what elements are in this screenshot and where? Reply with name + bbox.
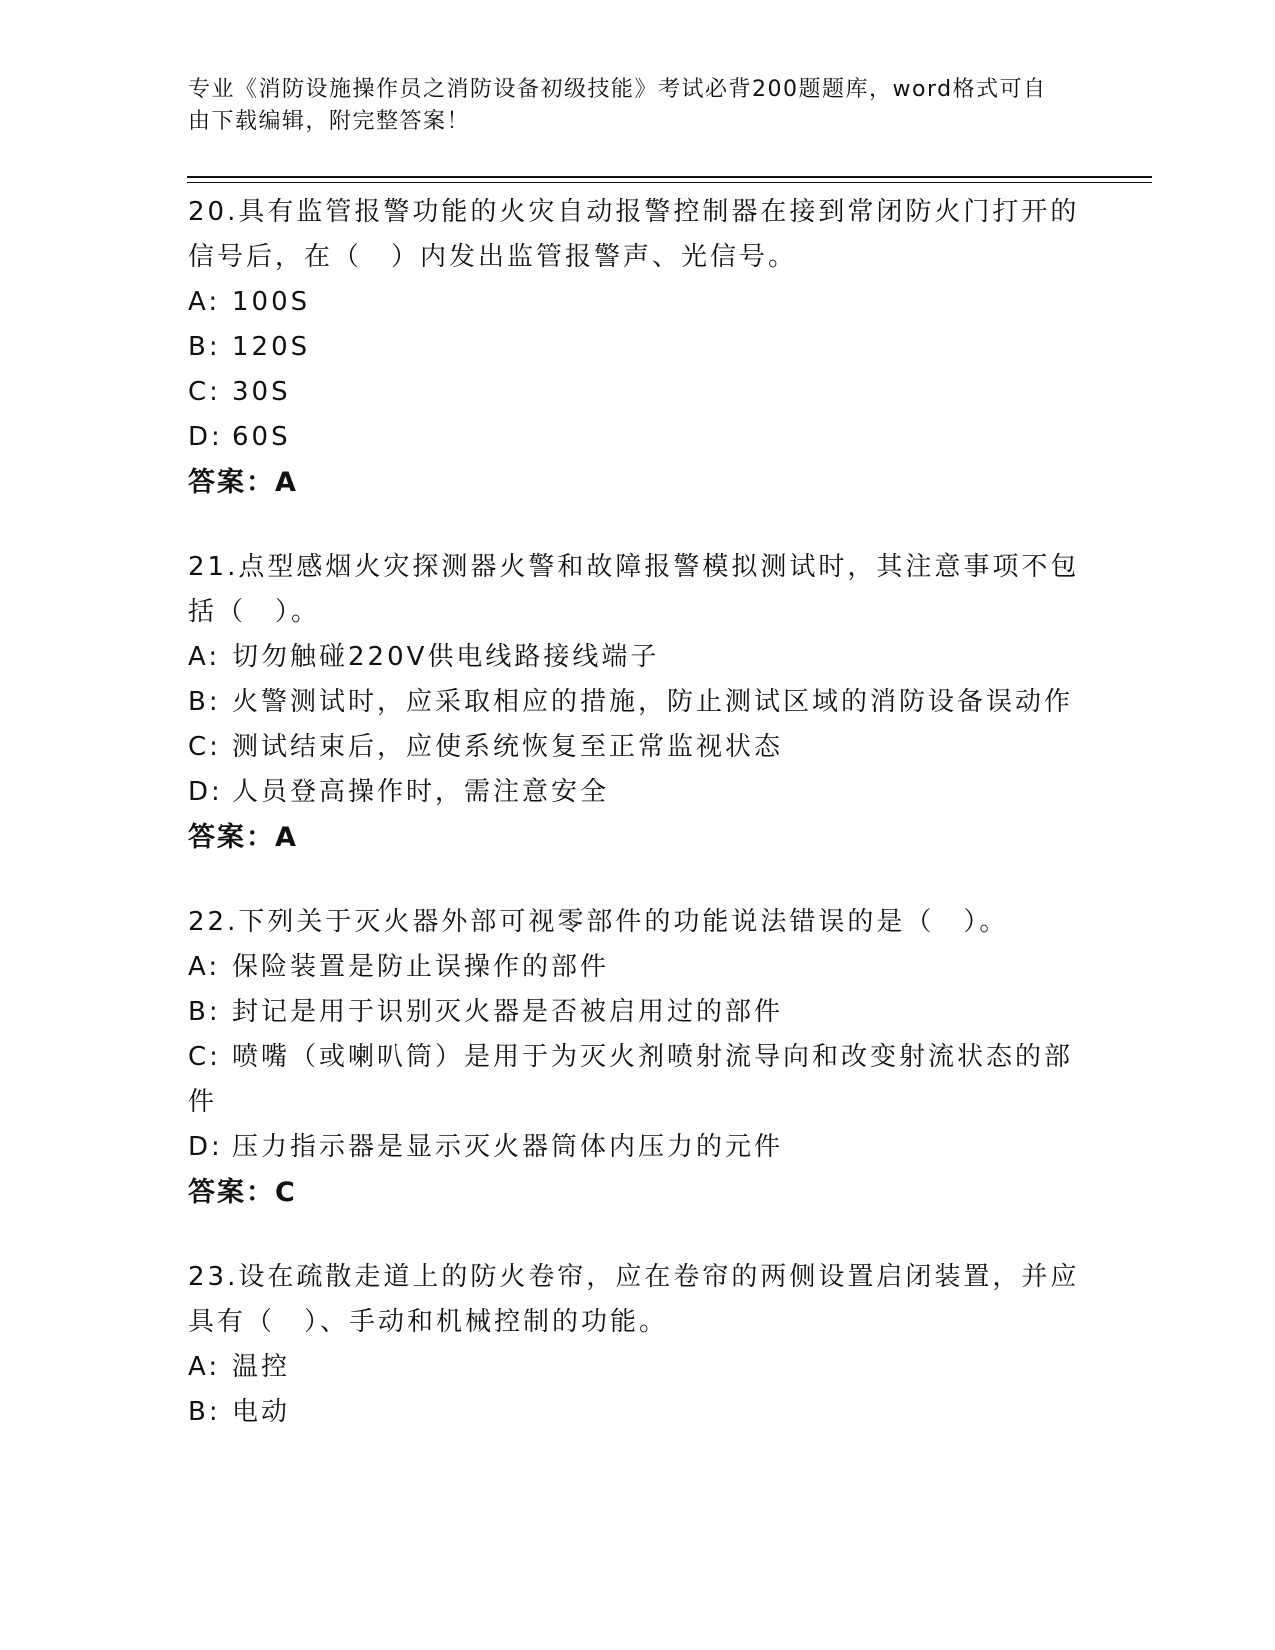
question-list bbox=[188, 190, 1088, 1435]
question-item bbox=[188, 900, 1088, 1215]
question-item bbox=[188, 1255, 1088, 1435]
option-text: 测试结束后，应使系统恢复至正常监视状态 bbox=[232, 732, 784, 762]
question-item bbox=[188, 545, 1088, 860]
option-text: 温控 bbox=[232, 1352, 291, 1382]
option-text: 100S bbox=[232, 287, 311, 317]
question-stem: 20.具有监管报警功能的火灾自动报警控制器在接到常闭防火门打开的信号后，在（ ）内发出监管报警声、光信号。 bbox=[188, 197, 1080, 272]
header-divider-thin bbox=[187, 182, 1152, 183]
option-text: 30S bbox=[232, 377, 291, 407]
question-spacer bbox=[188, 1215, 1088, 1255]
option-a bbox=[188, 635, 1088, 680]
option-text: 120S bbox=[232, 332, 311, 362]
option-b bbox=[188, 990, 1088, 1035]
question-spacer bbox=[188, 860, 1088, 900]
option-key: A: bbox=[188, 952, 221, 982]
option-a bbox=[188, 1345, 1088, 1390]
option-d bbox=[188, 770, 1088, 815]
option-text: 人员登高操作时，需注意安全 bbox=[232, 777, 610, 807]
option-key: B: bbox=[188, 1397, 221, 1427]
option-d bbox=[188, 1125, 1088, 1170]
option-text: 60S bbox=[232, 422, 291, 452]
option-key: B: bbox=[188, 332, 221, 362]
header-divider bbox=[187, 176, 1152, 178]
option-text: 喷嘴（或喇叭筒）是用于为灭火剂喷射流导向和改变射流状态的部件 bbox=[188, 1042, 1074, 1117]
option-key: D: bbox=[188, 1132, 223, 1162]
answer-line: 答案：A bbox=[188, 467, 298, 498]
option-b bbox=[188, 1390, 1088, 1435]
option-text: 火警测试时，应采取相应的措施，防止测试区域的消防设备误动作 bbox=[232, 687, 1074, 717]
option-a bbox=[188, 945, 1088, 990]
option-a bbox=[188, 280, 1088, 325]
question-stem: 21.点型感烟火灾探测器火警和故障报警模拟测试时，其注意事项不包括（ ）。 bbox=[188, 552, 1080, 627]
option-key: C: bbox=[188, 1042, 221, 1072]
option-text: 封记是用于识别灭火器是否被启用过的部件 bbox=[232, 997, 784, 1027]
option-c bbox=[188, 1035, 1088, 1125]
question-spacer bbox=[188, 505, 1088, 545]
option-text: 电动 bbox=[232, 1397, 291, 1427]
document-header: 专业《消防设施操作员之消防设备初级技能》考试必背200题题库，word格式可自由下载编辑，附完整答案！ bbox=[188, 77, 1047, 134]
option-key: A: bbox=[188, 642, 221, 672]
option-key: D: bbox=[188, 422, 223, 452]
option-key: A: bbox=[188, 1352, 221, 1382]
option-b bbox=[188, 325, 1088, 370]
option-key: A: bbox=[188, 287, 221, 317]
option-key: D: bbox=[188, 777, 223, 807]
answer-line: 答案：A bbox=[188, 822, 298, 853]
option-text: 切勿触碰220V供电线路接线端子 bbox=[232, 642, 660, 672]
option-d bbox=[188, 415, 1088, 460]
option-text: 压力指示器是显示灭火器筒体内压力的元件 bbox=[232, 1132, 784, 1162]
option-key: B: bbox=[188, 687, 221, 717]
question-stem: 22.下列关于灭火器外部可视零部件的功能说法错误的是（ ）。 bbox=[188, 907, 1009, 937]
option-key: B: bbox=[188, 997, 221, 1027]
option-c bbox=[188, 370, 1088, 415]
question-item bbox=[188, 190, 1088, 505]
option-c bbox=[188, 725, 1088, 770]
option-key: C: bbox=[188, 732, 221, 762]
question-stem: 23.设在疏散走道上的防火卷帘，应在卷帘的两侧设置启闭装置，并应具有（ ）、手动和机械控制的功能。 bbox=[188, 1262, 1080, 1337]
option-b bbox=[188, 680, 1088, 725]
option-key: C: bbox=[188, 377, 221, 407]
option-text: 保险装置是防止误操作的部件 bbox=[232, 952, 610, 982]
answer-line: 答案：C bbox=[188, 1177, 297, 1208]
